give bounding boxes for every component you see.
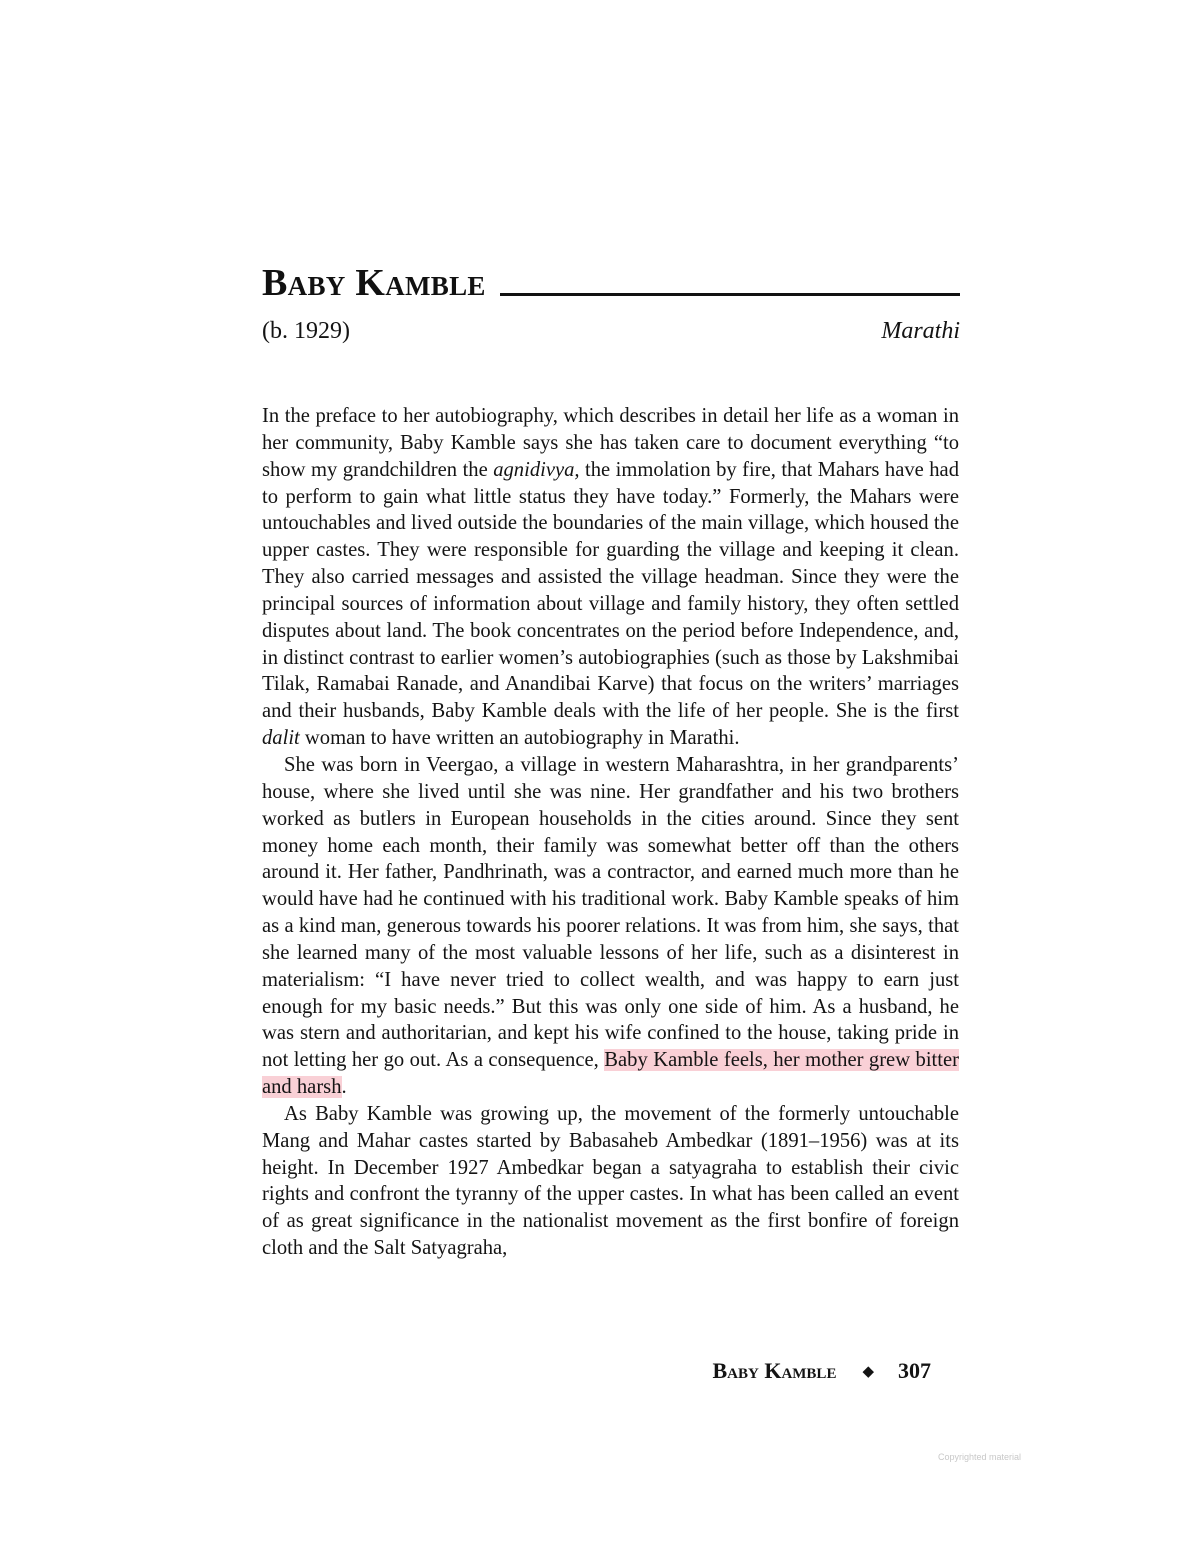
paragraph-1-part3: woman to have written an autobiography in Marathi. (299, 727, 740, 750)
paragraph-2-end: . (341, 1076, 347, 1099)
paragraph-1 (262, 403, 959, 752)
term-dalit: dalit (262, 727, 300, 750)
page-number: 307 (898, 1358, 931, 1383)
paragraph-2-text: She was born in Veergao, a village in western Maharashtra, in her grandparents’ house, where she lived until she was nine. Her grandfather and his two brothers worked as butlers in European households in the cities around. Since they sent money home each month, their family was somewhat better off than the others around it. Her father, Pandhrinath, was a contractor, and earned much more than he would have had he continued with his traditional work. Baby Kamble speaks of him as a kind man, generous towards his poorer relations. It was from him, she says, that she learned many of the most valuable lessons of her life, such as a disinterest in materialism: “I have never tried to collect wealth, and was happy to earn just enough for my basic needs.” But this was only one side of him. As a husband, he was stern and authoritarian, and kept his wife confined to the house, taking pride in not letting her go out. As a consequence, (262, 753, 959, 1072)
running-head: Baby Kamble (712, 1358, 837, 1383)
paragraph-1-part2: the immolation by fire, that Mahars have had to perform to gain what little status they have today.” Formerly, the Mahars were untouchables and lived outside the boundaries of the main village, which housed the upper castes. They were responsible for guarding the village and keeping it clean. They also carried messages and assisted the village headman. Since they were the principal sources of information about village and family history, they often settled disputes about land. The book concentrates on the period before Independence, and, in distinct contrast to earlier women’s autobiographies (such as those by Lakshmibai Tilak, Ramabai Ranade, and Anandibai Karve) that focus on the writers’ marriages and their husbands, Baby Kamble deals with the life of her people. She is the first (262, 458, 959, 723)
title-rule (500, 293, 960, 296)
term-agnidivya: agnidivya, (493, 458, 580, 481)
paragraph-1-part1: In the preface to her autobiography, which describes in detail her life as a woman in her community, Baby Kamble says she has taken care to document everything “to show my grandchildren the (262, 405, 959, 481)
lifespan: (b. 1929) (262, 318, 350, 344)
copyright-watermark: Copyrighted material (938, 1452, 1022, 1462)
entry-title: Baby Kamble (262, 262, 486, 304)
language-label: Marathi (881, 318, 960, 344)
body-text (262, 403, 959, 1262)
highlighted-text[interactable]: Baby Kamble feels, her mother grew bitter and harsh (262, 1049, 959, 1099)
page-footer (667, 1358, 931, 1384)
paragraph-2 (262, 752, 959, 1101)
entry-header (262, 262, 960, 302)
entry-subtitle (262, 316, 960, 346)
diamond-icon: ◆ (862, 1364, 874, 1380)
paragraph-3: As Baby Kamble was growing up, the movement of the formerly untouchable Mang and Mahar castes started by Babasaheb Ambedkar (1891–1956) was at its height. In December 1927 Ambedkar began a satyagraha to establish their civic rights and confront the tyranny of the upper castes. In what has been called an event of as great significance in the nationalist movement as the first bonfire of foreign cloth and the Salt Satyagraha, (262, 1102, 959, 1260)
